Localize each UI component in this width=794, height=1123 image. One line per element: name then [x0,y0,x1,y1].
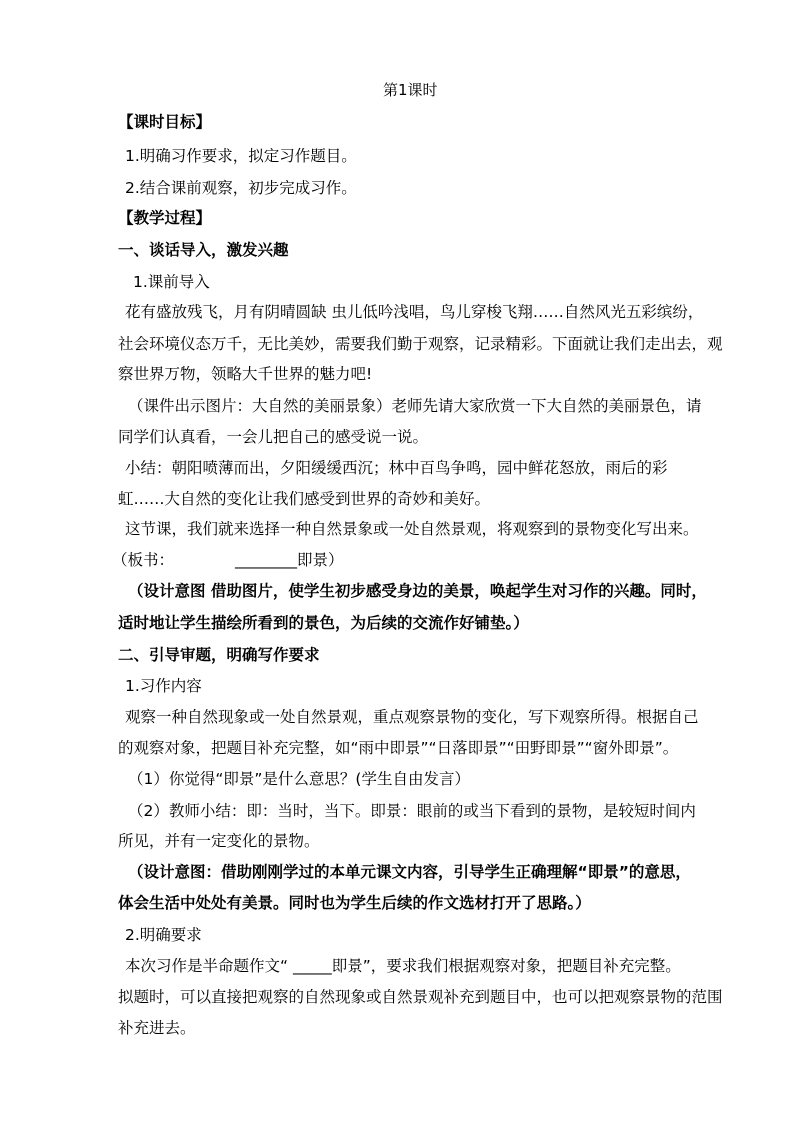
board-note-blank: ________即景） [235,551,344,569]
design-note: （设计意图 借助图片，使学生初步感受身边的美景，唤起学生对习作的兴趣。同时， [128,582,707,600]
paragraph-line: 虹……大自然的变化让我们感受到世界的奇妙和美好。 [118,490,491,508]
paragraph-line: （课件出示图片：大自然的美丽景象）老师先请大家欣赏一下大自然的美丽景色，请 [128,397,702,415]
board-note-label: （板书： [112,551,175,569]
paragraph-line: 观察一种自然现象或一处自然景观，重点观察景物的变化，写下观察所得。根据自己 [125,708,699,726]
goals-heading: 【课时目标】 [118,113,212,131]
paragraph-line: 察世界万物，领略大千世界的魅力吧! [118,365,373,383]
design-note: 体会生活中处处有美景。同时也为学生后续的作文选材打开了思路。） [118,894,591,912]
subheading-intro: 1.课前导入 [133,273,210,291]
paragraph-line: 的观察对象，把题目补充完整，如“雨中即景”“日落即景”“田野即景”“窗外即景”。 [118,739,679,757]
subheading-requirements: 2.明确要求 [125,926,202,944]
page-title: 第1课时 [383,81,438,99]
paragraph-line: 本次习作是半命题作文“ _____即景”，要求我们根据观察对象，把题目补充完整。 [125,957,681,975]
subheading-content: 1.习作内容 [125,677,202,695]
section-heading-2: 二、引导审题，明确写作要求 [118,646,320,664]
paragraph-line: 小结：朝阳喷薄而出，夕阳缓缓西沉；林中百鸟争鸣，园中鲜花怒放，雨后的彩 [125,459,668,477]
question-item: （2）教师小结：即：当时，当下。即景：眼前的或当下看到的景物，是较短时间内 [128,802,696,820]
question-item: （1）你觉得“即景”是什么意思？(学生自由发言） [128,770,470,788]
goal-item-1: 1.明确习作要求，拟定习作题目。 [125,147,357,165]
paragraph-line: 这节课，我们就来选择一种自然景象或一处自然景观，将观察到的景物变化写出来。 [125,520,699,538]
paragraph-line: 社会环境仪态万千，无比美妙，需要我们勤于观察，记录精彩。下面就让我们走出去，观 [118,335,723,353]
paragraph-line: 同学们认真看，一会儿把自己的感受说一说。 [118,428,429,446]
goal-item-2: 2.结合课前观察，初步完成习作。 [125,179,357,197]
paragraph-line: 花有盛放残飞，月有阴晴圆缺 虫儿低吟浅唱，鸟儿穿梭飞翔……自然风光五彩缤纷， [125,303,704,321]
paragraph-line: 拟题时，可以直接把观察的自然现象或自然景观补充到题目中，也可以把观察景物的范围 [118,988,723,1006]
section-heading-1: 一、谈话导入，激发兴趣 [118,241,289,259]
design-note: （设计意图：借助刚刚学过的本单元课文内容，引导学生正确理解“即景”的意思， [128,863,691,881]
design-note: 适时地让学生描绘所看到的景色，为后续的交流作好铺垫。） [118,614,529,632]
process-heading: 【教学过程】 [118,209,212,227]
paragraph-line: 所见，并有一定变化的景物。 [118,832,320,850]
paragraph-line: 补充进去。 [118,1019,196,1037]
